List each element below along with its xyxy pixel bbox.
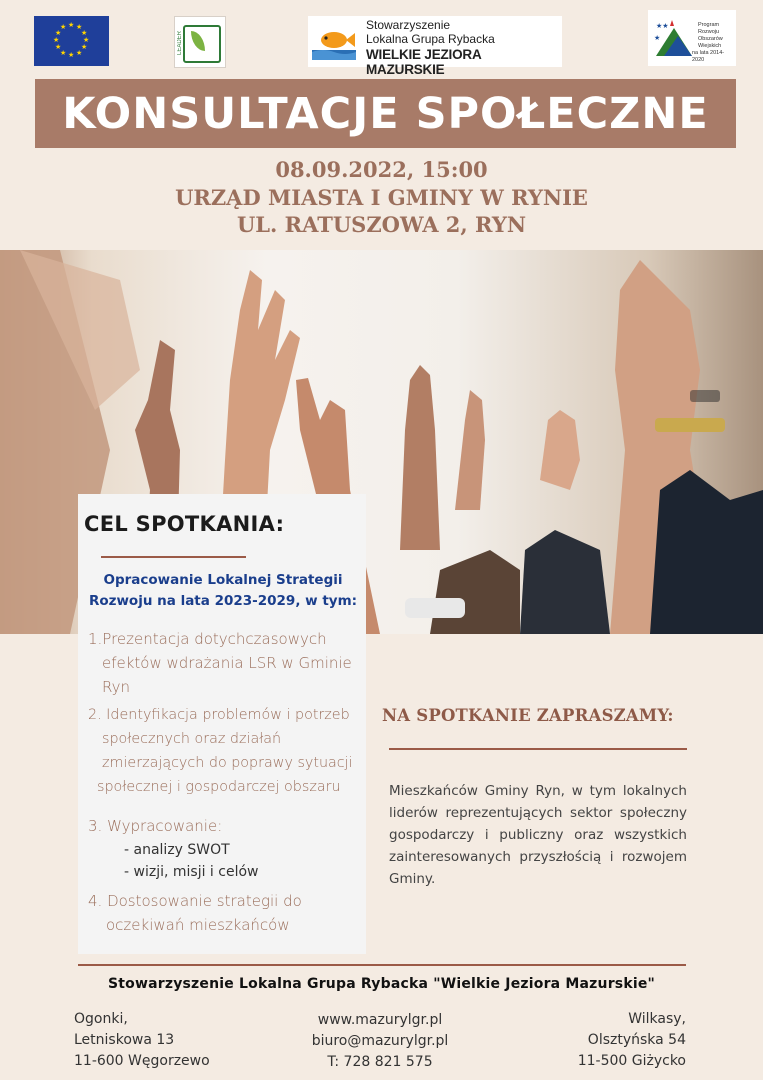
goal-intro-line: Opracowanie Lokalnej Strategii	[103, 572, 343, 588]
event-street: UL. RATUSZOWA 2, RYN	[236, 212, 527, 237]
svg-text:★★: ★★	[656, 22, 669, 30]
event-place: URZĄD MIASTA I GMINY W RYNIE	[175, 185, 588, 210]
lgr-logo-line3: WIELKIE JEZIORA MAZURSKIE	[366, 47, 482, 77]
address-line: Ogonki,	[74, 1011, 128, 1027]
prow-line: Wiejskich	[698, 43, 722, 49]
goal-item-line: społecznej i gospodarczej obszaru	[97, 779, 341, 795]
lgr-logo-line2: Lokalna Grupa Rybacka	[366, 32, 495, 46]
goal-item-4	[88, 889, 302, 937]
goal-item-line: 1.Prezentacja dotychczasowych	[88, 630, 327, 648]
goal-item-3-sub: - wizji, misji i celów	[124, 864, 259, 880]
goal-heading: CEL SPOTKANIA:	[84, 512, 285, 536]
prow-line: Program	[698, 22, 720, 28]
goal-item-line: zmierzających do poprawy sytuacji	[102, 755, 353, 771]
prow-line: Obszarów	[698, 36, 723, 42]
goal-item-1	[88, 627, 352, 699]
footer-contact	[300, 1010, 460, 1073]
address-line: Letniskowa 13	[74, 1032, 175, 1048]
phone-number: T: 728 821 575	[327, 1054, 433, 1070]
footer-divider	[78, 964, 686, 966]
goal-divider	[101, 556, 246, 558]
svg-text:★: ★	[654, 34, 661, 42]
footer-org: Stowarzyszenie Lokalna Grupa Rybacka "Wielkie Jeziora Mazurskie"	[107, 976, 656, 992]
goal-item-3-sub: - analizy SWOT	[124, 842, 230, 858]
address-line: 11-600 Węgorzewo	[74, 1053, 210, 1069]
leader-logo-text: LEADER	[177, 31, 183, 56]
address-line: Olsztyńska 54	[587, 1032, 686, 1048]
prow-line: na lata 2014-2020	[692, 50, 725, 63]
email-link[interactable]: biuro@mazurylgr.pl	[311, 1033, 449, 1049]
invite-heading: NA SPOTKANIE ZAPRASZAMY:	[382, 706, 674, 725]
event-datetime: 08.09.2022, 15:00	[275, 157, 488, 182]
prow-logo-text	[692, 22, 736, 64]
website-link[interactable]: www.mazurylgr.pl	[317, 1012, 443, 1028]
lgr-logo-line1: Stowarzyszenie	[366, 18, 451, 32]
leader-logo-icon	[174, 16, 226, 68]
address-line: Wilkasy,	[628, 1011, 686, 1027]
invite-text: Mieszkańców Gminy Ryn, w tym lokalnych liderów reprezentujących sektor społeczny gospodarczy i publiczny oraz wszystkich zainteresowanych przyszłością i rozwojem Gminy.	[389, 783, 687, 887]
goal-item-line: Ryn	[102, 678, 130, 696]
eu-flag-icon: ★ ★ ★ ★ ★ ★ ★ ★ ★ ★ ★ ★	[34, 16, 109, 66]
goal-item-line: efektów wdrażania LSR w Gminie	[102, 654, 352, 672]
invite-divider	[389, 748, 687, 750]
address-line: 11-500 Giżycko	[577, 1053, 686, 1069]
goal-item-line: społecznych oraz działań	[102, 731, 282, 747]
prow-line: Rozwoju	[698, 29, 720, 35]
goal-item-line: oczekiwań mieszkańców	[106, 916, 290, 934]
page-title: KONSULTACJE SPOŁECZNE	[62, 89, 709, 139]
goal-item-line: 2. Identyfikacja problemów i potrzeb	[88, 707, 350, 723]
goal-item-2	[88, 703, 353, 799]
footer-address-left	[74, 1009, 210, 1072]
goal-item-line: 4. Dostosowanie strategii do	[88, 892, 302, 910]
footer-address-right	[560, 1009, 686, 1072]
fish-logo-icon	[312, 24, 356, 60]
goal-intro	[82, 570, 364, 612]
goal-intro-line: Rozwoju na lata 2023-2029, w tym:	[88, 593, 358, 609]
lgr-logo	[308, 16, 562, 77]
goal-item-3: 3. Wypracowanie:	[88, 817, 223, 835]
prow-logo-icon	[648, 10, 736, 66]
